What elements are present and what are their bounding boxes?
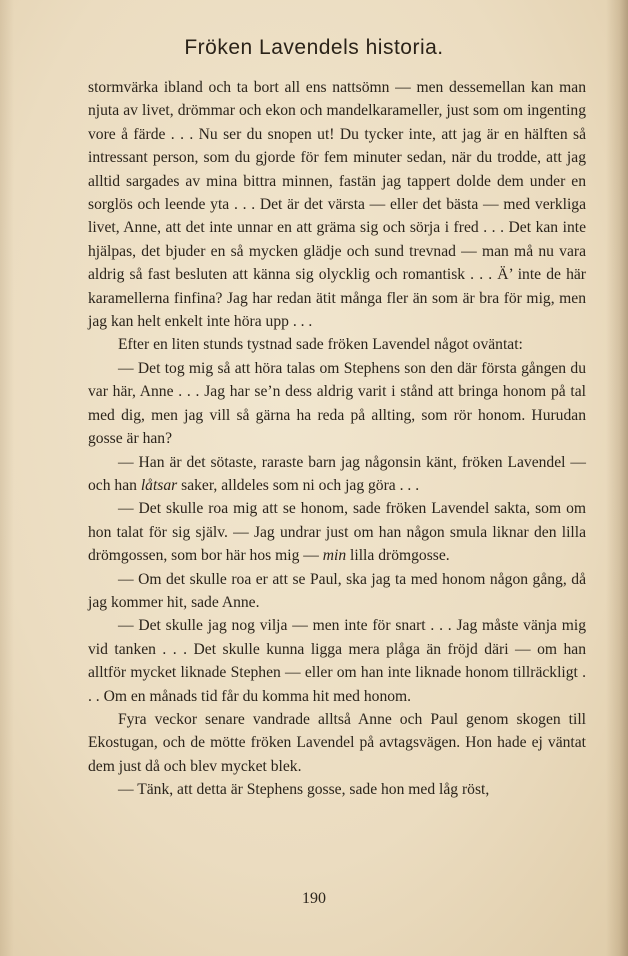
paragraph-3: — Det tog mig så att höra talas om Stephens son den där första gången du var här, Anne . . . Jag har se’n dess aldrig varit i stånd att bringa honom på tal med dig, men jag vill så gärna ha reda på allting, som rör honom. Hurudan gosse är han?	[88, 359, 586, 448]
paragraph-1: stormvärka ibland och ta bort all ens nattsömn — men dessemellan kan man njuta av livet, drömmar och ekon och mandelkarameller, just som om ingenting vore å färde . . . Nu ser du snopen ut! Du tycker inte, att jag är en hälften så intressant person, som du gjorde för fem minuter sedan, när du trodde, att jag alltid sargades av mina bittra minnen, fastän jag tappert dolde dem under en sorglös och leende yta . . . Det är det värsta — eller det bästa — med verkliga livet, Anne, att det inte unnar en att gräma sig och sörja i fred . . . Det kan inte hjälpas, det bjuder en så mycken glädje och sund trevnad — man må nu vara aldrig så fast besluten att känna sig olycklig och romantisk . . . Ä’ inte de här karamellerna finfina? Jag har redan ätit många fler än som är bra för mig, men jag kan helt enkelt inte höra upp . . .	[88, 79, 586, 331]
paragraph-5-pre: — Det skulle roa mig att se honom, sade fröken Lavendel sakta, som om hon talat för sig själv. — Jag undrar just om han någon smula liknar den lilla drömgossen, som bor här hos mig —	[88, 500, 586, 565]
running-header: Fröken Lavendels historia.	[184, 36, 444, 59]
paragraph-6: — Om det skulle roa er att se Paul, ska jag ta med honom någon gång, då jag kommer hit, sade Anne.	[88, 570, 586, 611]
paragraph-2: Efter en liten stunds tystnad sade fröken Lavendel något oväntat:	[118, 336, 523, 354]
body-text	[88, 76, 586, 802]
emphasis-latsar: låtsar	[140, 476, 178, 494]
paragraph-5	[88, 497, 586, 567]
paragraph-7: — Det skulle jag nog vilja — men inte för snart . . . Jag måste vänja mig vid tanken . . . Det skulle kunna ligga mera plåga än fröjd däri — om han alltför mycket liknade Stephen — eller om han inte liknade honom tillräckligt . . . Om en månads tid får du komma hit med honom.	[88, 617, 586, 705]
emphasis-min: min	[322, 547, 347, 565]
page-shadow-left	[0, 0, 14, 956]
page-shadow-right	[606, 0, 628, 956]
paragraph-4-pre: — Han är det sötaste, raraste barn jag någonsin känt, fröken Lavendel — och han	[88, 453, 586, 494]
paragraph-5-post: lilla drömgosse.	[346, 547, 450, 565]
paragraph-4-post: saker, alldeles som ni och jag göra . . .	[177, 476, 420, 494]
paragraph-8: Fyra veckor senare vandrade alltså Anne och Paul genom skogen till Ekostugan, och de mötte fröken Lavendel på avtagsvägen. Hon hade ej väntat dem just då och blev mycket blek.	[88, 710, 586, 775]
page-number: 190	[302, 890, 326, 907]
paragraph-4	[88, 451, 586, 498]
paragraph-9: — Tänk, att detta är Stephens gosse, sade hon med låg röst,	[118, 781, 490, 799]
